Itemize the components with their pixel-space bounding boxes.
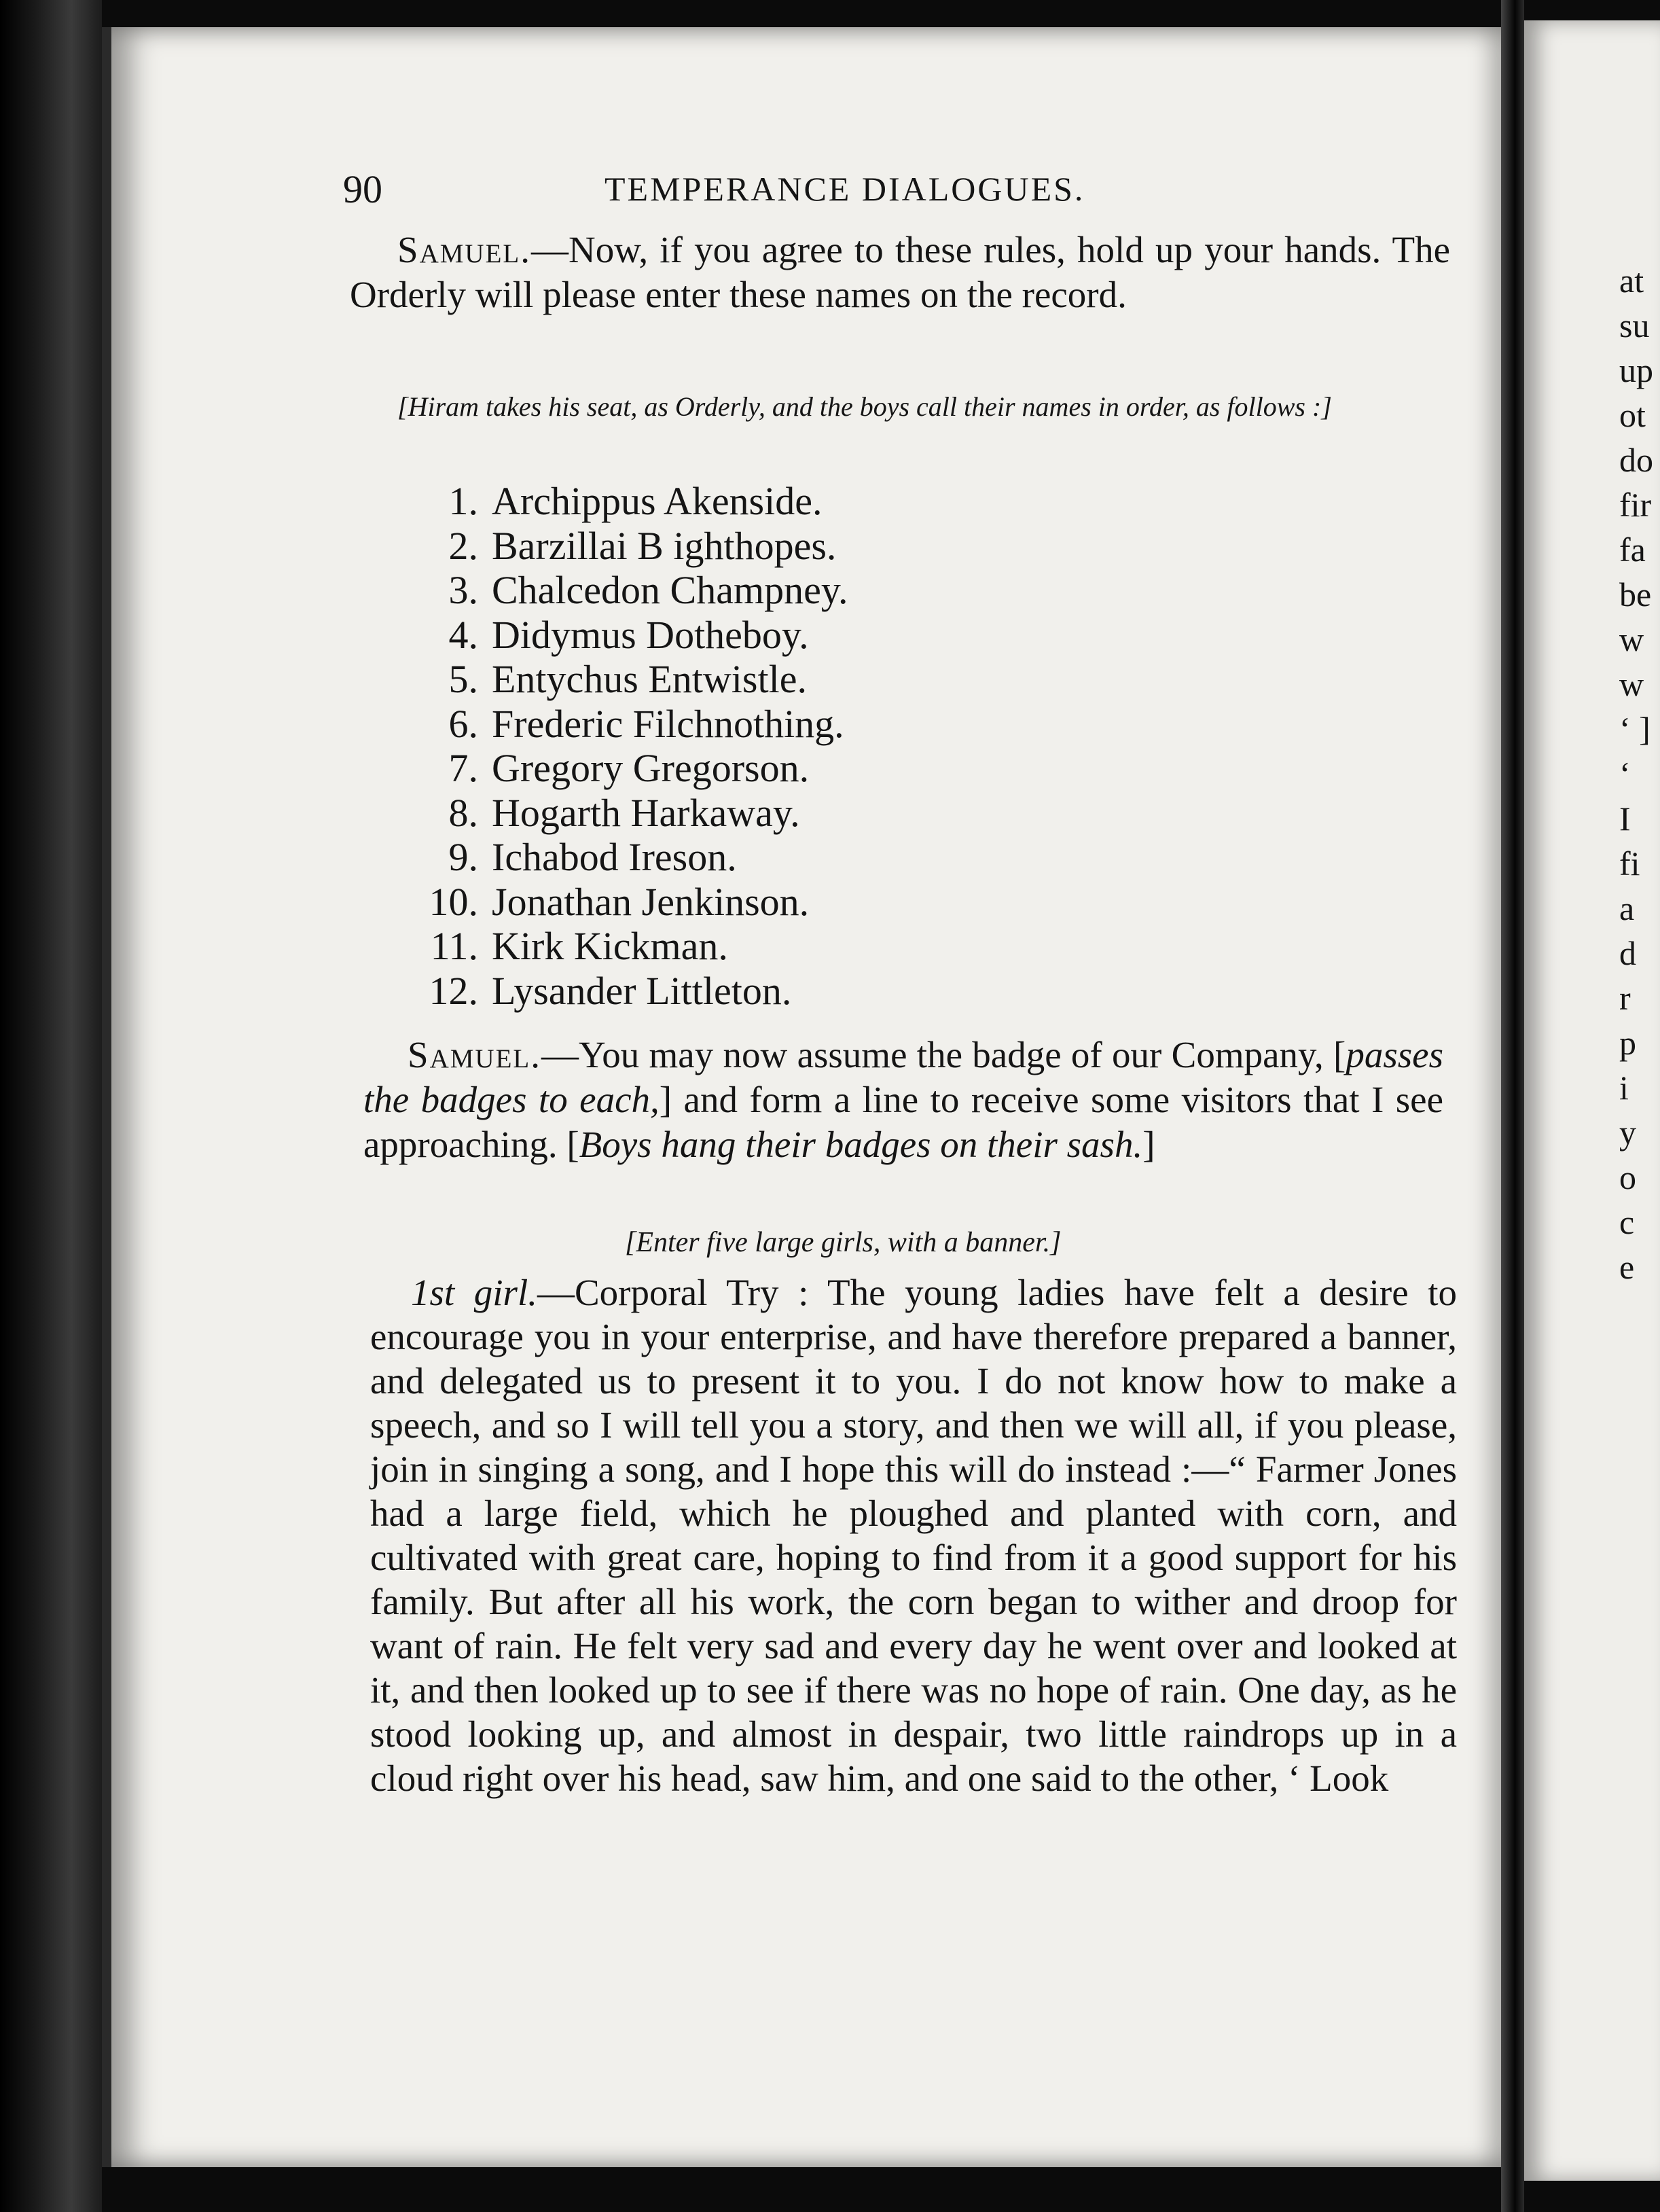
list-item: 12. Lysander Littleton. bbox=[429, 968, 792, 1013]
running-head bbox=[343, 166, 1206, 221]
right-page-line: o bbox=[1619, 1158, 1636, 1196]
list-item: 7. Gregory Gregorson. bbox=[448, 746, 810, 790]
stage-direction-orderly: [Hiram takes his seat, as Orderly, and the boys call their names in order, as follows :] bbox=[397, 391, 1332, 422]
list-item: 11. Kirk Kickman. bbox=[430, 924, 728, 968]
right-page-line: r bbox=[1619, 979, 1631, 1017]
right-page-line: y bbox=[1619, 1113, 1636, 1152]
list-item: 8. Hogarth Harkaway. bbox=[448, 790, 800, 835]
right-page-line: fi bbox=[1619, 844, 1640, 882]
girl-speech-paragraph bbox=[370, 1270, 1457, 1800]
speaker-samuel: Samuel. bbox=[408, 1034, 541, 1075]
right-page-line: I bbox=[1619, 800, 1631, 838]
list-item: 3. Chalcedon Champney. bbox=[448, 568, 848, 612]
stage-aside: passes the badges to each, bbox=[363, 1034, 1443, 1120]
samuel-intro-text: —Now, if you agree to these rules, hold up your hands. The Orderly will please enter these names on the record. bbox=[350, 229, 1450, 315]
right-page-line: do bbox=[1619, 441, 1653, 479]
list-item: 10. Jonathan Jenkinson. bbox=[429, 879, 810, 924]
right-page-text-fragments bbox=[1524, 258, 1660, 1289]
page-gutter bbox=[1501, 0, 1524, 2212]
right-page-line: p bbox=[1619, 1024, 1636, 1062]
right-page-line: up bbox=[1619, 351, 1653, 389]
right-page-line: be bbox=[1619, 575, 1652, 613]
right-page-line: w bbox=[1619, 665, 1644, 703]
speaker-first-girl: 1st girl. bbox=[411, 1272, 537, 1313]
book-binding bbox=[0, 0, 102, 2212]
list-item: 5. Entychus Entwistle. bbox=[448, 657, 807, 701]
right-page bbox=[1524, 20, 1660, 2181]
right-page-line: a bbox=[1619, 889, 1635, 927]
samuel-intro-paragraph bbox=[350, 228, 1450, 317]
right-page-line: ot bbox=[1619, 396, 1646, 434]
right-page-line: d bbox=[1619, 934, 1636, 972]
right-page-line: at bbox=[1619, 262, 1644, 300]
stage-aside: Boys hang their badges on their sash. bbox=[579, 1124, 1143, 1165]
list-item: 4. Didymus Dotheboy. bbox=[448, 612, 809, 657]
list-item: 1. Archippus Akenside. bbox=[448, 479, 823, 523]
right-page-line: i bbox=[1619, 1069, 1629, 1107]
samuel-badge-paragraph: Samuel.—You may now assume the badge of our Company, [passes the badges to each,] and form a line to receive some visitors that I see approaching. [Boys hang their badges on their sash.] bbox=[363, 1034, 1443, 1165]
right-page-line: w bbox=[1619, 620, 1644, 658]
right-page-line: fa bbox=[1619, 531, 1646, 569]
stage-direction-enter-girls: [Enter five large girls, with a banner.] bbox=[625, 1227, 1062, 1258]
girl-speech-text: —Corporal Try : The young ladies have felt a desire to encourage you in your enterprise, and have therefore prepared a banner, and delegated us to present it to you. I do not know how to make a speech, and so I will tell you a story, and then we will all, if you please, join in singing a song, and I hope this will do instead :—“ Farmer Jones had a large field, which he ploughed and planted with corn, and cultivated with great care, hoping to find from it a good support for his family. But after all his work, the corn began to wither and droop for want of rain. He felt very sad and every day he went over and looked at it, and then looked up to see if there was no hope of rain. One day, as he stood looking up, and almost in despair, two little raindrops up in a cloud right over his head, saw him, and one said to the other, ‘ Look bbox=[370, 1272, 1457, 1799]
right-page-line: e bbox=[1619, 1248, 1635, 1286]
list-item: 2. Barzillai B ighthopes. bbox=[448, 523, 837, 568]
name-roll bbox=[408, 479, 848, 1013]
page-number: 90 bbox=[343, 167, 382, 211]
right-page-line: ‘ bbox=[1619, 755, 1631, 793]
right-page-line: ‘ ] bbox=[1619, 710, 1650, 748]
right-page-line: c bbox=[1619, 1203, 1635, 1241]
right-page-line: su bbox=[1619, 306, 1650, 344]
running-title: TEMPERANCE DIALOGUES. bbox=[605, 170, 1085, 208]
speaker-samuel: Samuel. bbox=[397, 229, 531, 270]
list-item: 6. Frederic Filchnothing. bbox=[448, 701, 844, 746]
right-page-line: fir bbox=[1619, 486, 1652, 524]
list-item: 9. Ichabod Ireson. bbox=[448, 835, 737, 879]
